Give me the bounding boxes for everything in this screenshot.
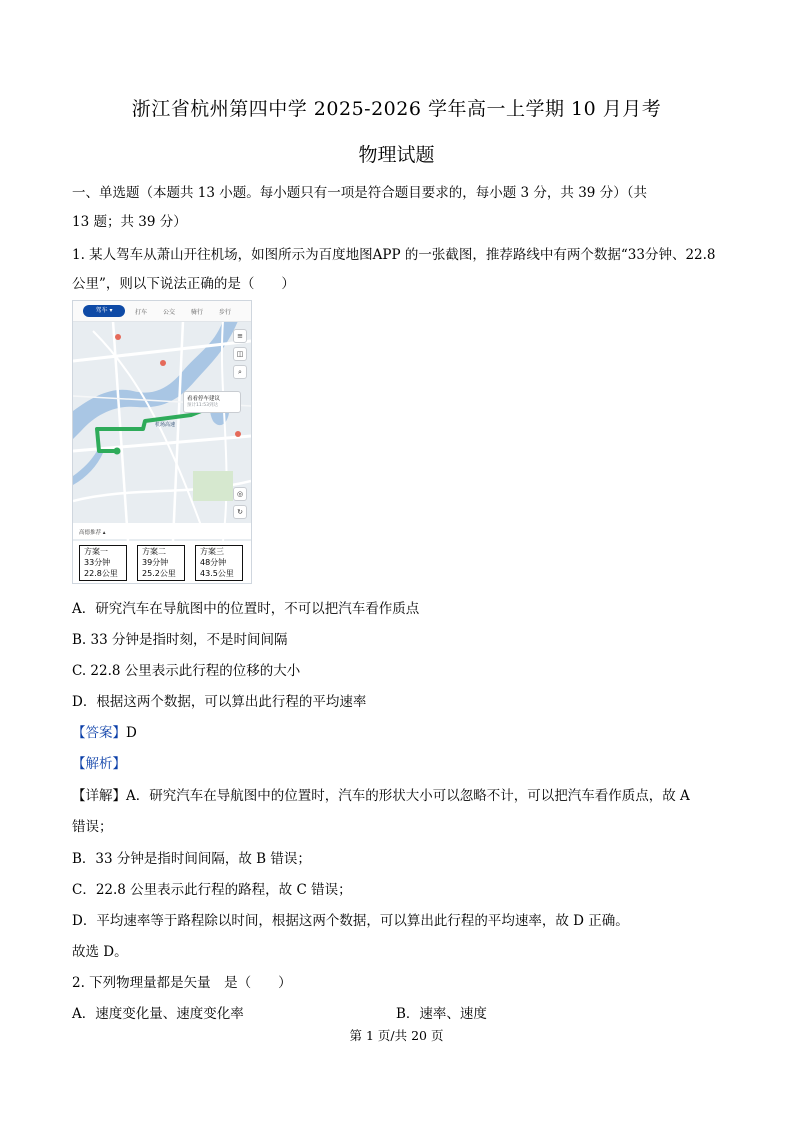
- plan-distance: 43.5公里: [200, 569, 234, 578]
- plan-distance: 25.2公里: [142, 569, 176, 578]
- q2-option-a: A．速度变化量、速度变化率: [72, 1006, 244, 1022]
- navigation-map-screenshot: [72, 300, 252, 584]
- q1-option-c: C. 22.8 公里表示此行程的位移的大小: [72, 663, 301, 679]
- plan-distance: 22.8公里: [84, 569, 118, 578]
- route-pref-bar: [73, 523, 251, 539]
- plan-time: 48分钟: [200, 558, 227, 567]
- q1-stem-line2: 公里”，则以下说法正确的是（ ）: [72, 276, 295, 292]
- route-pref-button[interactable]: 高德推荐 ▴: [79, 530, 106, 536]
- section-heading-line2: 13 题；共 39 分）: [72, 214, 187, 230]
- plan-card-2[interactable]: [137, 545, 185, 581]
- locate-icon[interactable]: ◎: [233, 487, 247, 501]
- q2-option-b: B．速率、速度: [396, 1006, 487, 1022]
- detail-a-text: A．研究汽车在导航图中的位置时，汽车的形状大小可以忽略不计，可以把汽车看作质点，故 A: [126, 788, 690, 804]
- route-plans: [73, 541, 251, 583]
- q1-answer: [72, 721, 137, 741]
- plan-time: 33分钟: [84, 558, 111, 567]
- tab-taxi[interactable]: 打车: [135, 309, 148, 316]
- q1-option-d: D．根据这两个数据，可以算出此行程的平均速率: [72, 694, 367, 710]
- page-title: 浙江省杭州第四中学 2025-2026 学年高一上学期 10 月月考: [131, 98, 662, 120]
- q1-stem-line1: 1. 某人驾车从萧山开往机场，如图所示为百度地图APP 的一张截图，推荐路线中有两个数据“33分钟、22.8: [72, 247, 716, 263]
- drive-mode-button[interactable]: 驾车 ▾: [83, 305, 125, 317]
- search-icon[interactable]: ⌕: [233, 365, 247, 379]
- traffic-icon[interactable]: ≡: [233, 329, 247, 343]
- page-subtitle: 物理试题: [358, 144, 435, 166]
- tab-bus[interactable]: 公交: [163, 309, 176, 316]
- plan-name: 方案二: [142, 547, 166, 556]
- q2-stem: 2. 下列物理量都是矢量 是（ ）: [72, 975, 292, 991]
- tab-bike[interactable]: 骑行: [191, 309, 204, 316]
- parking-suggestion-callout[interactable]: [183, 391, 241, 413]
- callout-sub: 预计11:53到达: [187, 403, 218, 408]
- q1-option-a: A．研究汽车在导航图中的位置时，不可以把汽车看作质点: [72, 601, 420, 617]
- map-drawing: [73, 301, 251, 541]
- answer-label: 【答案】: [72, 725, 126, 741]
- q1-detail-d: D．平均速率等于路程除以时间，根据这两个数据，可以算出此行程的平均速率，故 D 正确。: [72, 913, 629, 929]
- q1-detail-a-line2: 错误；: [72, 819, 113, 835]
- detail-label: 【详解】: [72, 788, 126, 804]
- road-label: 机场高速: [155, 422, 176, 428]
- plan-name: 方案三: [200, 547, 224, 556]
- start-marker: [114, 448, 121, 455]
- q1-conclusion: 故选 D。: [72, 944, 128, 960]
- answer-value: D: [126, 725, 137, 741]
- plan-name: 方案一: [84, 547, 108, 556]
- section-heading-line1: 一、单选题（本题共 13 小题。每小题只有一项是符合题目要求的，每小题 3 分，共 39 分）（共: [72, 185, 647, 201]
- q1-detail-b: B．33 分钟是指时间间隔，故 B 错误；: [72, 851, 311, 867]
- plan-time: 39分钟: [142, 558, 169, 567]
- tab-walk[interactable]: 步行: [219, 309, 232, 316]
- plan-card-3[interactable]: [195, 545, 243, 581]
- layers-icon[interactable]: ◫: [233, 347, 247, 361]
- q1-detail-a-line1: [72, 784, 690, 804]
- refresh-icon[interactable]: ↻: [233, 505, 247, 519]
- q1-detail-c: C．22.8 公里表示此行程的路程，故 C 错误；: [72, 882, 352, 898]
- map-top-bar: [73, 301, 251, 322]
- plan-card-1[interactable]: [79, 545, 127, 581]
- callout-title: 看看停车建议: [187, 396, 221, 402]
- q1-option-b: B. 33 分钟是指时刻，不是时间间隔: [72, 632, 288, 648]
- analysis-label: 【解析】: [72, 756, 126, 772]
- page-number: 第 1 页/共 20 页: [349, 1028, 444, 1043]
